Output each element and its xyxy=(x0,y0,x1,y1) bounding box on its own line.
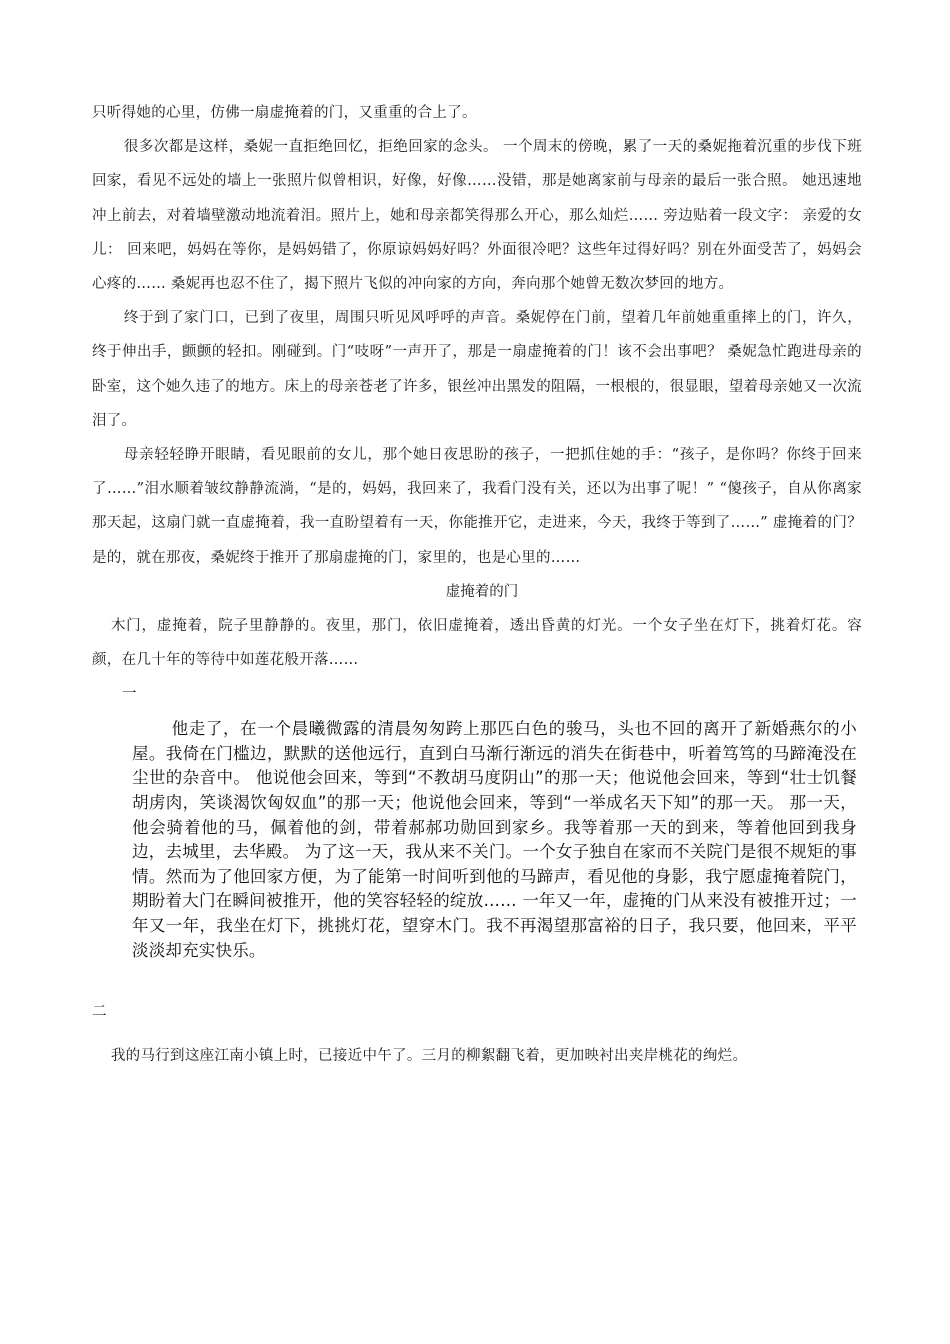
section-2-mark: 二 xyxy=(92,1004,107,1021)
essay-title: 虚掩着的门 xyxy=(445,583,519,600)
section-2-text: 我的马行到这座江南小镇上时，已接近中午了。三月的柳絮翻飞着，更加映衬出夹岸桃花的绚烂。 xyxy=(110,1048,748,1065)
section-1-mark: 一 xyxy=(122,686,137,703)
section-1-text: 他走了，在一个晨曦微露的清晨匆匆跨上那匹白色的骏马，头也不回的离开了新婚燕尔的小屋。我倚在门槛边，默默的送他远行，直到白马渐行渐远的消失在街巷中，听着笃笃的马蹄淹没在尘世的杂音中。 他说他会回来，等到“不教胡马度阴山”的那一天；他说他会回来，等到“壮士饥餐胡虏肉，笑谈渴饮匈奴血”的那一天；他说他会回来，等到“一举成名天下知”的那一天。 那一天，他会骑着他的马，佩着他的剑，带着郝郝功勋回到家乡。我等着那一天的到来，等着他回到我身边，去城里，去华殿。 为了这一天，我从来不关门。一个女子独自在家而不关院门是很不规矩的事情。然而为了他回家方便，为了能第一时间听到他的马蹄声，看见他的身影，我宁愿虚掩着院门，期盼着大门在瞬间被推开，他的笑容轻轻的绽放…… 一年又一年，虚掩的门从来没有被推开过；一年又一年，我坐在灯下，挑挑灯花，望穿木门。我不再渴望那富裕的日子，我只要，他回来，平平淡淡却充实快乐。 xyxy=(132,719,857,960)
section-gap xyxy=(92,963,862,995)
paragraph-2: 很多次都是这样，桑妮一直拒绝回忆，拒绝回家的念头。 一个周末的傍晚，累了一天的桑妮拖着沉重的步伐下班回家，看见不远处的墙上一张照片似曾相识，好像，好像……没错，那是她离家前与母亲的最后一张合照。 她迅速地冲上前去，对着墙壁激动地流着泪。照片上，她和母亲都笑得那么开心，那么灿烂…… 旁边贴着一段文字： 亲爱的女儿： 回来吧，妈妈在等你，是妈妈错了，你原谅妈妈好吗？外面很冷吧？这些年过得好吗？别在外面受苦了，妈妈会心疼的…… 桑妮再也忍不住了，揭下照片飞似的冲向家的方向，奔向那个她曾无数次梦回的地方。 xyxy=(92,139,862,293)
essay-intro: 木门，虚掩着，院子里静静的。夜里，那门，依旧虚掩着，透出昏黄的灯光。一个女子坐在灯下，挑着灯花。容颜，在几十年的等待中如莲花般开落…… xyxy=(92,617,862,669)
paragraph-3: 终于到了家门口，已到了夜里，周围只听见风呼呼的声音。桑妮停在门前，望着几年前她重重摔上的门，许久，终于伸出手，颤颤的轻扣。刚碰到。门“吱呀”一声开了，那是一扇虚掩着的门！该不会出事吧？ 桑妮急忙跑进母亲的卧室，这个她久违了的地方。床上的母亲苍老了许多，银丝冲出黑发的阻隔，一根根的，很显眼，望着母亲她又一次流泪了。 xyxy=(92,310,862,429)
paragraph-4: 母亲轻轻睁开眼睛，看见眼前的女儿，那个她日夜思盼的孩子，一把抓住她的手：“孩子，是你吗？你终于回来了……”泪水顺着皱纹静静流淌，“是的，妈妈，我回来了，我看门没有关，还以为出事了呢！” “傻孩子，自从你离家那天起，这扇门就一直虚掩着，我一直盼望着有一天，你能推开它，走进来，今天，我终于等到了……” 虚掩着的门？是的，就在那夜，桑妮终于推开了那扇虚掩的门，家里的，也是心里的…… xyxy=(92,447,862,566)
document-page xyxy=(92,96,862,1073)
paragraph-1: 只听得她的心里，仿佛一扇虚掩着的门，又重重的合上了。 xyxy=(92,105,477,121)
